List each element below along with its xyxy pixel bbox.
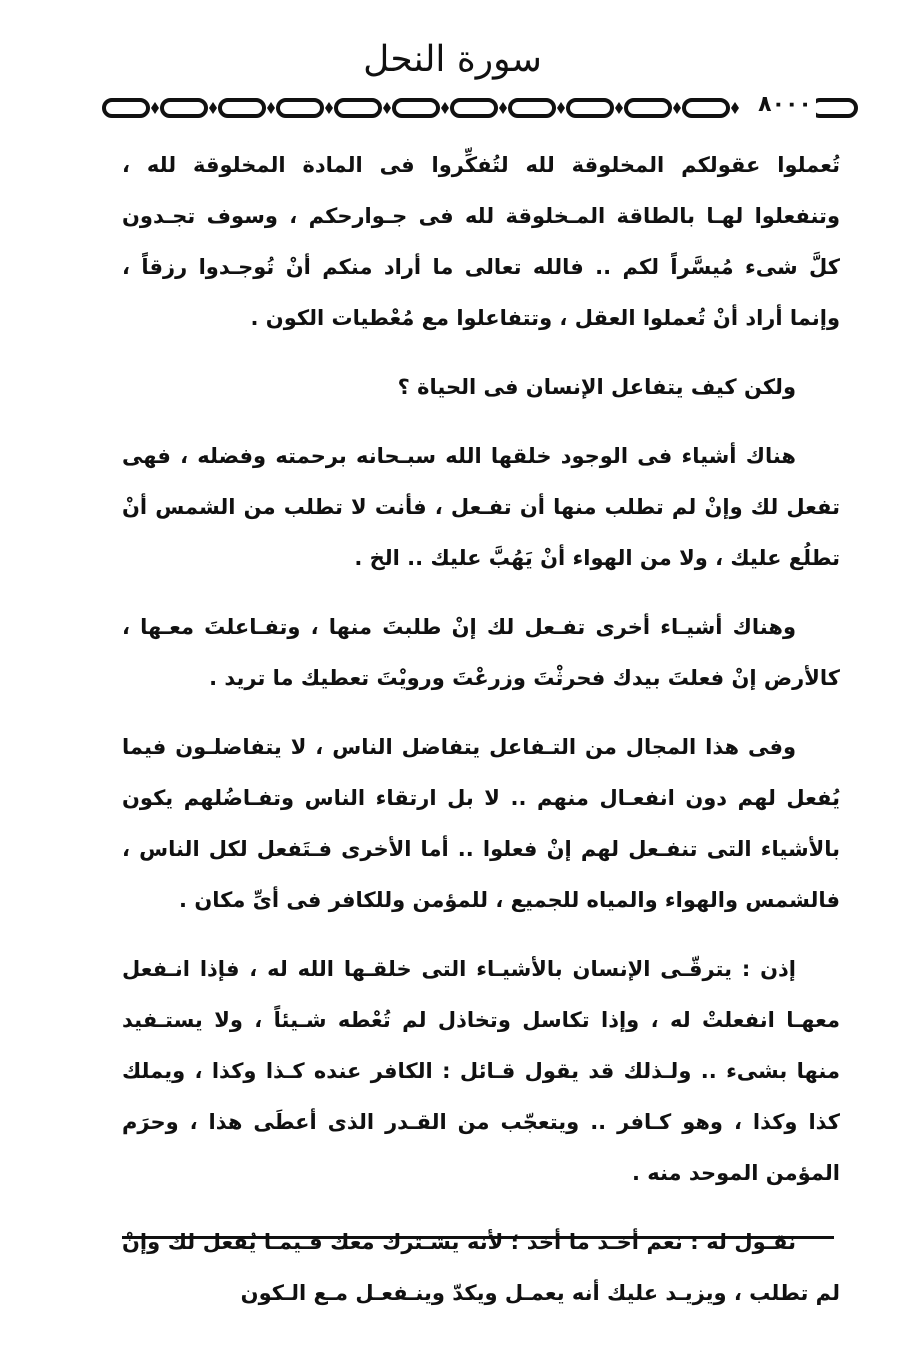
ornamental-border [100, 94, 860, 128]
surah-title: سورة النحل [363, 39, 542, 80]
paragraph: إذن : يترقّـى الإنسان بالأشيـاء التى خلقـها الله له ، فإذا انـفعل معهـا انفعلتْ له ، وإذا تكاسل وتخاذل لم تُعْطه شـيئاً ، ولا يستـفيد منها بشىء .. ولـذلك قد يقول قـائل : الكافر عنده كـذا وكذا ، ويملك كذا وكذا ، وهو كـافر .. ويتعجّب من القـدر الذى أعطَى هذا ، وحرَم المؤمن الموحد منه . [122, 957, 840, 1185]
paragraph: وهناك أشيـاء أخرى تفـعل لك إنْ طلبتَ منها ، وتفـاعلتَ معـها ، كالأرض إنْ فعلتَ بيدك فحرثْتَ وزرعْتَ ورويْتَ تعطيك ما تريد . [122, 615, 840, 690]
footer-rule [122, 1236, 834, 1239]
page-number: ۸۰۰۰ [754, 92, 816, 118]
paragraph: هناك أشياء فى الوجود خلقها الله سبـحانه برحمته وفضله ، فهى تفعل لك وإنْ لم تطلب منها أن تفـعل ، فأنت لا تطلب من الشمس أنْ تطلُع عليك ، ولا من الهواء أنْ يَهُبَّ عليك .. الخ . [122, 444, 840, 570]
paragraph: ولكن كيف يتفاعل الإنسان فى الحياة ؟ [397, 375, 796, 399]
paragraph: نقـول له : نعم أخـذ ما أخذ ؛ لأنه يشـترك معك فـيمـا يُفعل لك وإنْ لم تطلب ، ويزيـد عليك أنه يعمـل ويكدّ وينـفعـل مـع الـكون [122, 1230, 840, 1305]
page-body [122, 140, 840, 1337]
paragraph: تُعملوا عقولكم المخلوقة لله لتُفكِّروا فى المادة المخلوقة لله ، وتنفعلوا لهـا بالطاقة المـخلوقة لله فى جـوارحكم ، وسوف تجـدون كلَّ شىء مُيسَّراً لكم .. فالله تعالى ما أراد منكم أنْ تُوجـدوا رزقاً ، وإنما أراد أنْ تُعملوا العقل ، وتتفاعلوا مع مُعْطيات الكون . [122, 153, 840, 330]
paragraph: وفى هذا المجال من التـفاعل يتفاضل الناس ، لا يتفاضلـون فيما يُفعل لهم دون انفعـال منهم .. لا بل ارتقاء الناس وتفـاضُلهم يكون بالأشياء التى تنفـعل لهم إنْ فعلوا .. أما الأخرى فـتَفعل لكل الناس ، فالشمس والهواء والمياه للجميع ، للمؤمن وللكافر فى أىِّ مكان . [122, 735, 840, 912]
